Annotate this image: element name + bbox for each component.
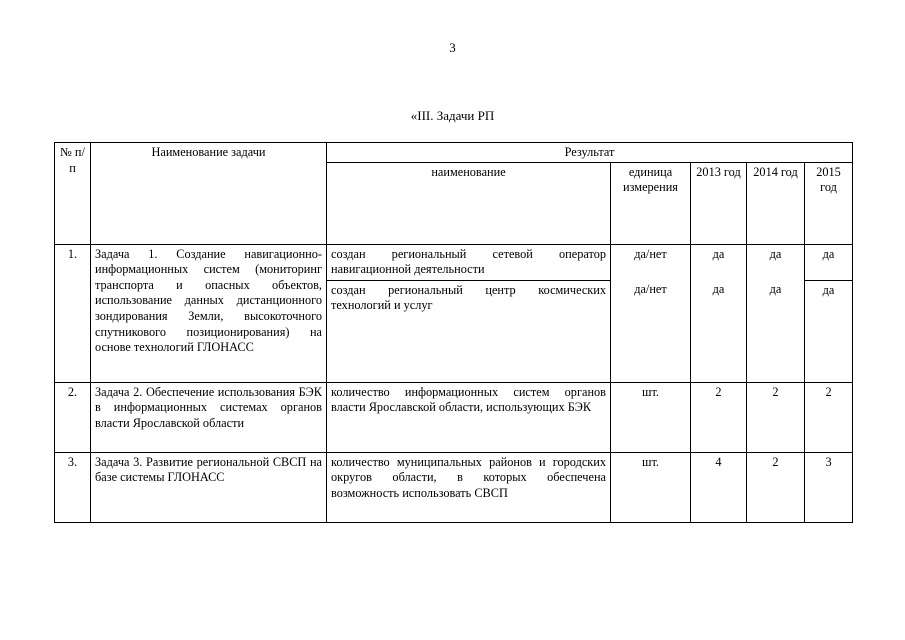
result-value-2014: 2 bbox=[747, 452, 805, 522]
header-task-name: Наименование задачи bbox=[91, 143, 327, 245]
result-value-2014: да bbox=[747, 280, 805, 382]
header-unit: единица измерения bbox=[611, 162, 691, 244]
task-name: Задача 2. Обеспечение использования БЭК в информационных системах органов власти Ярославской области bbox=[91, 382, 327, 452]
result-value-2015: 3 bbox=[805, 452, 853, 522]
result-value-2015: да bbox=[805, 244, 853, 280]
result-value-2014: да bbox=[747, 244, 805, 280]
header-year-2013: 2013 год bbox=[691, 162, 747, 244]
result-value-2013: 2 bbox=[691, 382, 747, 452]
table-row bbox=[55, 244, 853, 280]
result-value-2015: 2 bbox=[805, 382, 853, 452]
result-value-2013: да bbox=[691, 244, 747, 280]
section-title: «III. Задачи РП bbox=[410, 108, 495, 123]
tasks-table bbox=[54, 142, 853, 523]
result-value-2014: 2 bbox=[747, 382, 805, 452]
row-num: 3. bbox=[55, 452, 91, 522]
row-num: 1. bbox=[55, 244, 91, 382]
result-unit: да/нет bbox=[611, 244, 691, 280]
header-result-name: наименование bbox=[327, 162, 611, 244]
result-unit: шт. bbox=[611, 452, 691, 522]
header-num: № п/п bbox=[55, 143, 91, 245]
result-value-2013: да bbox=[691, 280, 747, 382]
result-unit: шт. bbox=[611, 382, 691, 452]
header-row-1 bbox=[55, 143, 853, 163]
table-row bbox=[55, 382, 853, 452]
result-unit: да/нет bbox=[611, 280, 691, 382]
result-value-2015: да bbox=[805, 280, 853, 382]
header-year-2014: 2014 год bbox=[747, 162, 805, 244]
header-year-2015: 2015 год bbox=[805, 162, 853, 244]
table-row bbox=[55, 452, 853, 522]
result-name: создан региональный центр космических технологий и услуг bbox=[327, 280, 611, 382]
result-name: количество муниципальных районов и городских округов области, в которых обеспечена возможность использовать СВСП bbox=[327, 452, 611, 522]
header-result: Результат bbox=[327, 143, 853, 163]
page-number: 3 bbox=[449, 40, 456, 55]
task-name: Задача 3. Развитие региональной СВСП на базе системы ГЛОНАСС bbox=[91, 452, 327, 522]
result-name: количество информационных систем органов власти Ярославской области, использующих БЭК bbox=[327, 382, 611, 452]
result-value-2013: 4 bbox=[691, 452, 747, 522]
row-num: 2. bbox=[55, 382, 91, 452]
task-name: Задача 1. Создание навигационно-информационных систем (мониторинг транспорта и опасных объектов, использование данных дистанционного зондирования Земли, высокоточного спутникового позиционирования) на основе технологий ГЛОНАСС bbox=[91, 244, 327, 382]
result-name: создан региональный сетевой оператор навигационной деятельности bbox=[327, 244, 611, 280]
